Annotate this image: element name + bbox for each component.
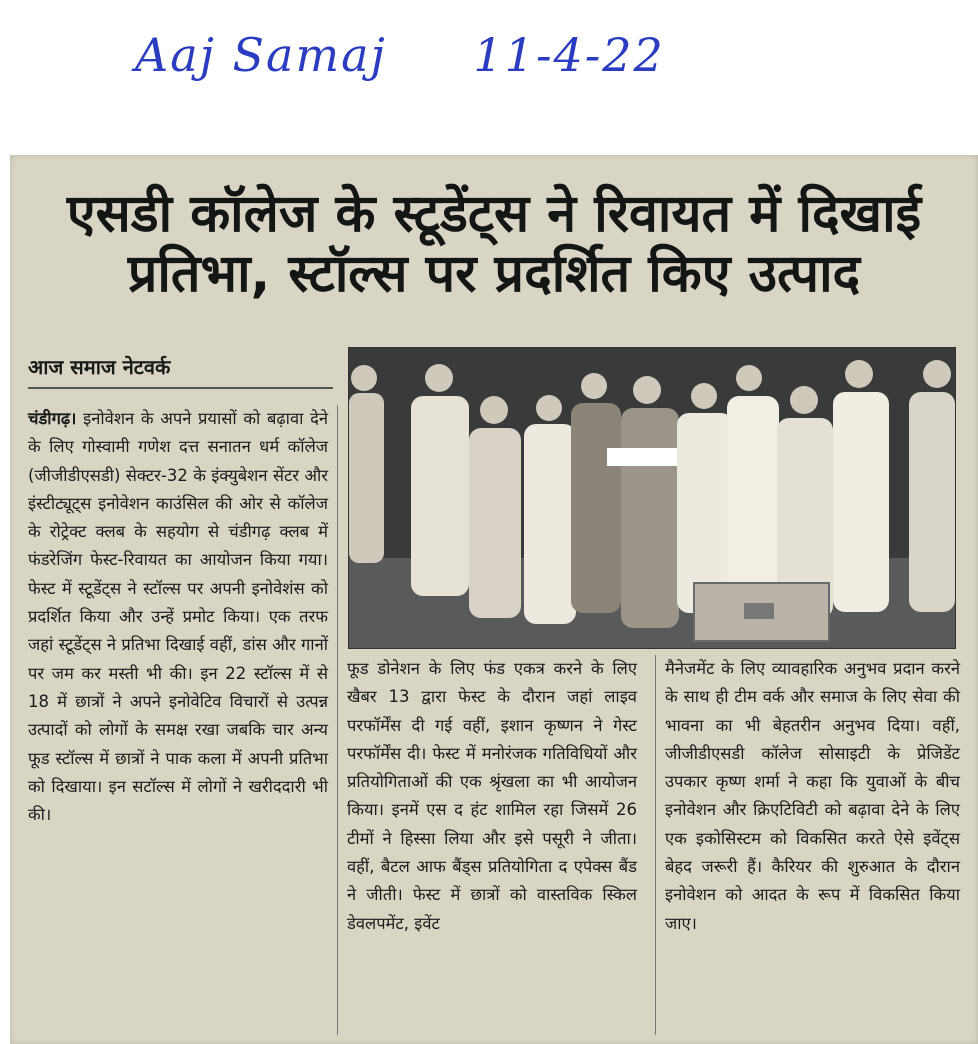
article-column-2: फूड डोनेशन के लिए फंड एकत्र करने के लिए खैबर 13 द्वारा फेस्ट के दौरान जहां लाइव परफॉर्मेंस दी गई वहीं, इशान कृष्णन ने गेस्ट परफॉर्मेंस दी। फेस्ट में मनोरंजक गतिविधियों और प्रतियोगिताओं की एक श्रृंखला का भी आयोजन किया। इनमें एस द हंट शामिल रहा जिसमें 26 टीमों ने हिस्सा लिया और इसे पसूरी ने जीता। वहीं, बैटल आफ बैंड्स प्रतियोगिता द एपेक्स बैंड ने जीती। फेस्ट में छात्रों को वास्तविक स्किल डेवलपमेंट, इवेंट (347, 659, 637, 933)
handwritten-note (135, 28, 665, 82)
column-divider (655, 655, 656, 1035)
byline-rule (28, 387, 333, 389)
group-photo-illustration (349, 348, 955, 648)
dateline: चंडीगढ़। (28, 409, 77, 428)
newspaper-clipping (10, 155, 978, 1044)
article-column-1 (28, 405, 328, 829)
headline-line-1: एसडी कॉलेज के स्टूडेंट्स ने रिवायत में दिखाई (66, 184, 922, 244)
publication-name: Aaj Samaj (135, 28, 387, 82)
column-1-text: इनोवेशन के अपने प्रयासों को बढ़ावा देने के लिए गोस्वामी गणेश दत्त सनातन धर्म कॉलेज (जीजीडीएसडी) सेक्टर-32 के इंक्युबेशन सेंटर और इंस्टीट्यूट्स इनोवेशन काउंसिल की ओर से कॉलेज के रोट्रेक्ट क्लब के सहयोग से चंडीगढ़ क्लब में फंडरेजिंग फेस्ट-रिवायत का आयोजन किया गया। फेस्ट में स्टूडेंट्स ने स्टॉल्स पर अपनी इनोवेशंस को प्रदर्शित किया और उन्हें प्रमोट किया। एक तरफ जहां स्टूडेंट्स ने प्रतिभा दिखाई वहीं, डांस और गानों पर जम कर मस्ती भी की। इन 22 स्टॉल्स में से 18 में छात्रों ने अपने इनोवेटिव विचारों से उत्पन्न उत्पादों को लोगों के समक्ष रखा जबकि चार अन्य फूड स्टॉल्स में छात्रों ने पाक कला में अपनी प्रतिभा को दिखाया। इन सटॉल्स में लोगों ने खरीददारी भी की। (28, 409, 328, 825)
clipping-date: 11-4-22 (473, 28, 665, 82)
headline (10, 185, 978, 305)
byline: आज समाज नेटवर्क (28, 355, 171, 379)
headline-line-2: प्रतिभा, स्टॉल्स पर प्रदर्शित किए उत्पाद (127, 243, 861, 304)
group-photo (348, 347, 956, 649)
article-column-3: मैनेजमेंट के लिए व्यावहारिक अनुभव प्रदान करने के साथ ही टीम वर्क और समाज के लिए सेवा की भावना का भी बेहतरीन अनुभव दिया। वहीं, जीजीडीएसडी कॉलेज सोसाइटी के प्रेजिडेंट उपकार कृष्ण शर्मा ने कहा कि युवाओं के बीच इनोवेशन और क्रिएटिविटी को बढ़ावा देने के लिए एक इकोसिस्टम को विकसित करते ऐसे इवेंट्स बेहद जरूरी हैं। कैरियर की शुरुआत के दौरान इनोवेशन को आदत के रूप में विकसित किया जाए। (665, 659, 960, 933)
column-divider (337, 405, 338, 1035)
